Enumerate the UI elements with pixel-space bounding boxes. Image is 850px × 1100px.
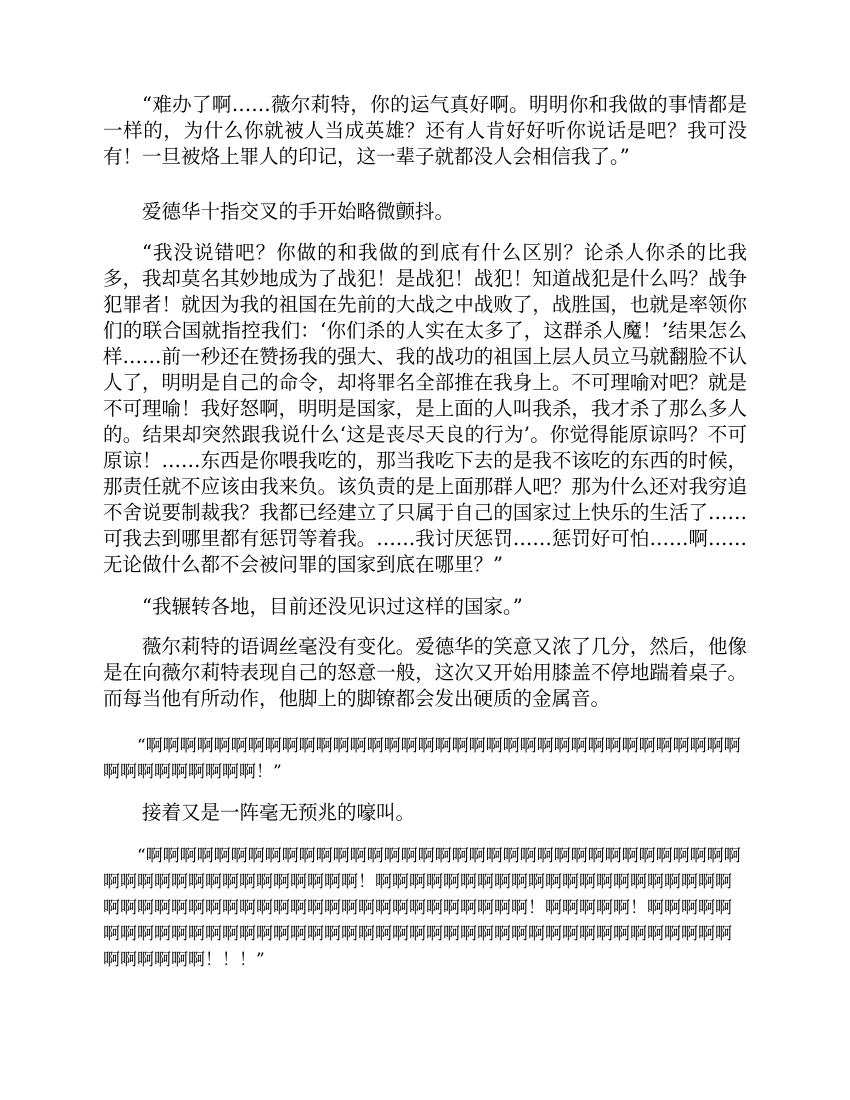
paragraph-edward-speech-1: “难办了啊……薇尔莉特，你的运气真好啊。明明你和我做的事情都是一样的，为什么你就被人当成英雄？还有人肯好好听你说话是吧？我可没有！一旦被烙上罪人的印记，这一辈子就都没人会相信我了。” [103, 93, 747, 168]
paragraph-narration-2: 薇尔莉特的语调丝毫没有变化。爱德华的笑意又浓了几分，然后，他像是在向薇尔莉特表现自己的怒意一般，这次又开始用膝盖不停地踹着桌子。而每当他有所动作，他脚上的脚镣都会发出硬质的金属音。 [103, 635, 747, 710]
paragraph-scream-1: “啊啊啊啊啊啊啊啊啊啊啊啊啊啊啊啊啊啊啊啊啊啊啊啊啊啊啊啊啊啊啊啊啊啊啊啊啊啊啊啊啊啊啊啊！” [103, 736, 741, 782]
paragraph-narration-1: 爱德华十指交叉的手开始略微颤抖。 [142, 200, 455, 223]
paragraph-edward-speech-2: “我没说错吧？你做的和我做的到底有什么区别？论杀人你杀的比我多，我却莫名其妙地成为了战犯！是战犯！战犯！知道战犯是什么吗？战争犯罪者！就因为我的祖国在先前的大战之中战败了，战胜国，也就是率领你们的联合国就指控我们：‘你们杀的人实在太多了，这群杀人魔！’结果怎么样……前一秒还在赞扬我的强大、我的战功的祖国上层人员立马就翻脸不认人了，明明是自己的命令，却将罪名全部推在我身上。不可理喻对吧？就是不可理喻！我好怒啊，明明是国家，是上面的人叫我杀，我才杀了那么多人的。结果却突然跟我说什么‘这是丧尽天良的行为’。你觉得能原谅吗？不可原谅！……东西是你喂我吃的，那当我吃下去的是我不该吃的东西的时候，那责任就不应该由我来负。该负责的是上面那群人吧？那为什么还对我穷追不舍说要制裁我？我都已经建立了只属于自己的国家过上快乐的生活了……可我去到哪里都有惩罚等着我。……我讨厌惩罚……惩罚好可怕……啊……无论做什么都不会被问罪的国家到底在哪里？” [103, 241, 747, 576]
paragraph-violet-reply: “我辗转各地，目前还没见识过这样的国家。” [142, 595, 523, 618]
document-page [103, 0, 747, 1100]
paragraph-scream-2: “啊啊啊啊啊啊啊啊啊啊啊啊啊啊啊啊啊啊啊啊啊啊啊啊啊啊啊啊啊啊啊啊啊啊啊啊啊啊啊啊啊啊啊啊啊啊啊啊啊啊！啊啊啊啊啊啊啊啊啊啊啊啊啊啊啊啊啊啊啊啊啊啊啊啊啊啊啊啊啊啊啊啊啊啊啊啊啊啊啊啊啊啊啊啊啊啊！啊啊啊啊啊！啊啊啊啊啊啊啊啊啊啊啊啊啊啊啊啊啊啊啊啊啊啊啊啊啊啊啊啊啊啊啊啊啊啊啊啊啊啊啊啊啊啊啊啊啊啊啊啊！！！” [103, 846, 741, 970]
paragraph-narration-3: 接着又是一阵毫无预兆的嚎叫。 [142, 801, 416, 824]
